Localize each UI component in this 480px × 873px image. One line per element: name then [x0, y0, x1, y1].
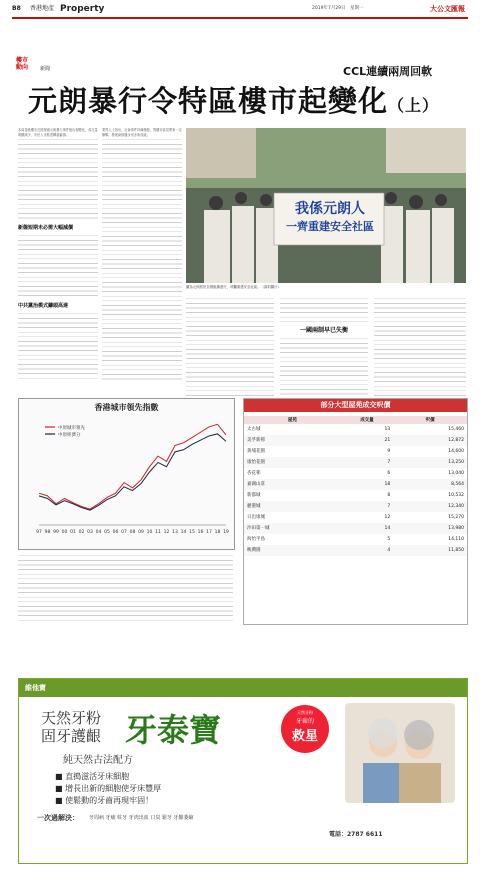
table-cell: 5 [387, 537, 391, 542]
article-paragraph: 業界人士指出，社會事件持續發酵，對樓市氣氛帶來一定衝擊，發展商推盤步伐亦會放緩。 [102, 128, 182, 137]
legend-label: 中原城市領先 [58, 426, 85, 431]
table-row [244, 534, 467, 545]
ad-brand: 牙泰寶 [125, 711, 222, 749]
x-tick-label: 12 [163, 530, 170, 535]
ad-top-logo: 維他寶 [25, 684, 46, 692]
table-panel [243, 398, 468, 625]
table-row [244, 545, 467, 556]
ad-bullet-2-text: 增長出新的細胞使牙床豐厚 [65, 784, 162, 793]
table-cell: 13,040 [448, 471, 464, 476]
x-tick-label: 03 [87, 530, 93, 535]
section-tag [16, 57, 38, 79]
article-body-lines [18, 311, 98, 381]
section-english: Property [60, 4, 105, 14]
chart-svg [19, 413, 234, 543]
newspaper-logo: 大公文匯報 [430, 5, 465, 13]
date-line: 2019年7月29日 星期一 [312, 6, 364, 11]
article-column-4 [280, 296, 368, 396]
article-body-lines [280, 336, 368, 396]
ad-solve-label: 一次過解決： [37, 814, 79, 822]
x-tick-label: 05 [104, 530, 110, 535]
x-tick-label: 11 [155, 530, 161, 535]
x-tick-label: 01 [70, 530, 76, 535]
table-cell: 新都城 [247, 493, 261, 498]
article-column-1 [18, 128, 98, 394]
table-cell: 6 [387, 471, 391, 476]
table-cell: 12 [384, 515, 391, 520]
series-line [39, 434, 226, 510]
table-row [244, 479, 467, 490]
headline-main: 元朗暴行令特區樓市起變化 [28, 84, 389, 118]
table-row [244, 446, 467, 457]
x-tick-label: 02 [78, 530, 85, 535]
ad-topbar [19, 679, 467, 697]
article-body-lines [102, 137, 182, 383]
ad-badge-top: 天然牙粉 [297, 710, 313, 715]
table-row [244, 523, 467, 534]
x-tick-label: 16 [197, 530, 204, 535]
x-tick-label: 97 [36, 530, 42, 535]
ad-bullet-1: ■ 直搗滋活牙床細胞 [55, 772, 130, 781]
table-cell: 沙田第一城 [247, 526, 270, 531]
table-cell: 18 [384, 482, 391, 487]
x-tick-label: 13 [172, 530, 178, 535]
article-subtitle-1: 新盤短期未必需大幅減價 [18, 225, 74, 232]
table-cell: 21 [384, 438, 391, 443]
table-cell: 12,872 [448, 438, 464, 443]
table-row [244, 468, 467, 479]
table-cell: 杏花邨 [247, 471, 261, 476]
chart-title: 香港城市領先指數 [94, 403, 159, 412]
x-tick-label: 07 [121, 530, 127, 535]
header-divider [12, 17, 468, 19]
x-tick-label: 08 [129, 530, 136, 535]
chart-panel [18, 398, 235, 550]
table-row [244, 501, 467, 512]
ad-bullet-2: ■ 增長出新的細胞使牙床豐厚 [55, 784, 162, 793]
table-row [244, 512, 467, 523]
headline [28, 79, 439, 120]
ad-bullet-3: ■ 使鬆動的牙齒再現牢固！ [55, 796, 154, 805]
table-cell: 15,460 [448, 427, 464, 432]
ad-sub: 純天然古法配方 [63, 755, 133, 766]
table-cell: 12,340 [448, 504, 464, 509]
table-cell: 4 [387, 548, 391, 553]
table-row [244, 424, 467, 435]
ad-badge [281, 705, 329, 753]
photo-caption: 圖為元朗居民自發組織遊行，呼籲重建安全社區。（資料圖片） [186, 285, 281, 289]
article-column-3 [186, 296, 274, 396]
ad-tagline-2: 固牙護齦 [41, 727, 102, 745]
table-cell: 康怡花園 [247, 460, 265, 465]
x-tick-label: 17 [206, 530, 212, 535]
article-subtitle-3: 一國兩制早已失衡 [299, 327, 348, 334]
table-header: 屋苑 [287, 418, 297, 423]
table-row [244, 435, 467, 446]
table-cell: 8 [387, 493, 391, 498]
article-body-lines [18, 233, 98, 299]
table-cell: 14 [384, 526, 391, 531]
table-cell: 8,564 [451, 482, 464, 487]
table-cell: 13,980 [448, 526, 464, 531]
section-tag-line1: 樓市 [16, 57, 29, 64]
x-tick-label: 98 [44, 530, 51, 535]
table-header: 呎價 [425, 418, 435, 423]
ad-badge-line2: 救星 [291, 729, 318, 744]
table-cell: 13 [384, 427, 391, 432]
article-body-lines [18, 137, 98, 221]
section-tag-line2: 動向 [16, 64, 29, 71]
x-tick-label: 15 [189, 530, 195, 535]
table-row [244, 490, 467, 501]
x-tick-label: 99 [53, 530, 59, 535]
banner-line-1: 我係元朗人 [295, 201, 365, 217]
ad-bullet-1-text: 直搗滋活牙床細胞 [65, 772, 130, 781]
table-cell: 日出康城 [247, 515, 265, 520]
ad-badge-line1: 牙齒的 [295, 718, 314, 725]
table-cell: 黃埔花園 [247, 449, 265, 454]
x-tick-label: 04 [95, 530, 102, 535]
table-cell: 美孚新邨 [247, 438, 265, 443]
page-number: B8 [12, 5, 21, 12]
ad-couple-photo [345, 703, 455, 803]
article-paragraph: 本周香港樓市在經歷過元朗暴力事件後出現變化，成交量明顯減少，市民入市態度轉趨審慎。 [18, 128, 98, 137]
section-tag-sub: 新聞 [40, 66, 51, 72]
table-cell: 麗港城 [247, 504, 261, 509]
table-cell: 14,600 [448, 449, 464, 454]
article-column-5 [374, 296, 466, 396]
x-tick-label: 09 [138, 530, 144, 535]
section-name: 香港地產 [30, 5, 55, 12]
x-tick-label: 18 [214, 530, 221, 535]
article-column-2 [102, 128, 182, 394]
table-title: 部分大型屋苑成交呎價 [244, 399, 467, 412]
table-cell: 14,110 [448, 537, 464, 542]
x-tick-label: 19 [223, 530, 229, 535]
table-row [244, 457, 467, 468]
advertisement [18, 678, 468, 864]
table-cell: 太古城 [247, 427, 261, 432]
table-cell: 9 [387, 449, 391, 454]
x-tick-label: 14 [180, 530, 187, 535]
x-tick-label: 06 [112, 530, 119, 535]
legend-label: 中原經濟分 [58, 433, 81, 438]
table-header: 成交量 [360, 418, 374, 423]
table-cell: 11,850 [448, 548, 464, 553]
banner-line-2: 一齊重建安全社區 [286, 220, 374, 233]
ad-tagline-1: 天然牙粉 [41, 709, 102, 727]
news-photo [186, 128, 466, 283]
subhead: CCL連續兩周回軟 [343, 65, 433, 78]
data-table [244, 416, 467, 556]
x-tick-label: 10 [146, 530, 153, 535]
ad-phone: 電話：2787 6611 [329, 831, 383, 838]
table-cell: 15,270 [448, 515, 464, 520]
page-header [12, 3, 468, 17]
table-cell: 海怡半島 [247, 537, 265, 542]
article-subtitle-2: 中共黨治模式鑄頭高達 [18, 303, 69, 310]
table-cell: 嘉湖山莊 [247, 482, 265, 487]
article-lower [18, 553, 233, 623]
table-cell: 7 [387, 460, 391, 465]
headline-suffix: （上） [388, 96, 440, 115]
table-cell: 映灣園 [247, 548, 261, 553]
table-cell: 13,250 [448, 460, 464, 465]
x-tick-label: 00 [61, 530, 68, 535]
couple-illustration [345, 703, 455, 803]
ad-solve-items: 牙周病 牙痛 蛀牙 牙肉出血 口臭 鬆牙 牙齦萎縮 [89, 815, 194, 821]
ad-bullet-3-text: 使鬆動的牙齒再現牢固！ [65, 796, 154, 805]
article-body-lines [280, 296, 368, 322]
table-cell: 10,532 [448, 493, 464, 498]
table-cell: 7 [387, 504, 391, 509]
